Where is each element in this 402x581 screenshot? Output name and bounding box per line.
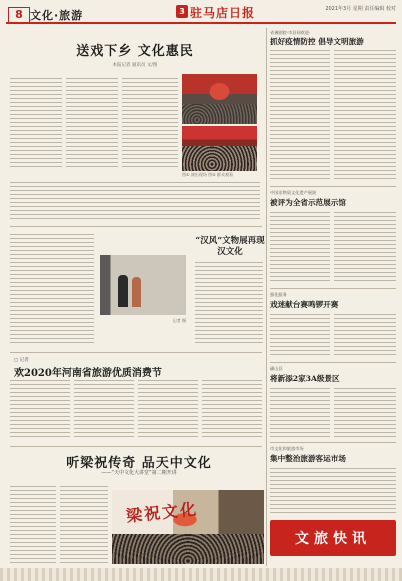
logo-badge: 3 xyxy=(176,5,188,18)
event-kicker: □ 记者 xyxy=(14,358,29,363)
stage-performance-photo xyxy=(182,74,257,124)
divider xyxy=(270,288,396,289)
header-rule xyxy=(6,22,396,24)
main-article-byline: 本报记者 通讯员 文/图 xyxy=(112,63,158,68)
event-text-col-2 xyxy=(74,380,134,440)
divider xyxy=(270,442,396,443)
exhibit-title: “汉风”文物展再现汉文化 xyxy=(195,236,265,257)
rc-kicker-2: 中国非物质文化遗产展演 xyxy=(270,190,317,195)
culture-news-banner-label: 文旅快讯 xyxy=(295,531,371,547)
newspaper-logo: 驻马店日报 xyxy=(190,6,256,20)
opera-lecture-photo xyxy=(112,490,264,564)
rc-kicker-3: 强化服务 xyxy=(270,292,287,297)
opera-text-col-1 xyxy=(10,486,56,564)
divider xyxy=(10,352,262,353)
page-number: 8 xyxy=(8,7,30,23)
main-article-text-col-2 xyxy=(66,78,118,168)
event-text-col-4 xyxy=(202,380,262,440)
section-name: 文化·旅游 xyxy=(30,9,84,22)
divider xyxy=(10,226,262,227)
event-text-col-3 xyxy=(138,380,198,440)
exhibit-photo xyxy=(100,255,186,315)
main-article-text-col-3 xyxy=(122,78,178,168)
divider xyxy=(270,186,396,187)
culture-news-banner xyxy=(270,520,396,556)
rc-text-1a xyxy=(270,50,330,182)
main-article-title: 送戏下乡 文化惠民 xyxy=(76,44,194,59)
main-photo-caption: 图① 演出现场 图② 群众观看 xyxy=(182,172,233,177)
opera-subtitle: ——“天中文化大讲堂”第二期开讲 xyxy=(101,470,177,476)
divider xyxy=(10,446,262,447)
exhibit-caption: 记者 摄 xyxy=(172,318,186,323)
exhibit-text-left xyxy=(10,234,94,346)
main-article-text-col-1 xyxy=(10,78,62,168)
column-divider xyxy=(266,28,267,566)
rc-kicker-5: 市文化和旅游市场 xyxy=(270,446,304,451)
page-header xyxy=(0,0,402,26)
rc-kicker-4: 确山县 xyxy=(270,366,283,371)
footer-band xyxy=(0,568,402,581)
rc-title-1: 抓好疫情防控 倡导文明旅游 xyxy=(270,37,364,46)
header-meta: 2021年3月 星期 责任编辑 校对 xyxy=(325,6,396,12)
rc-text-5 xyxy=(270,468,396,514)
rc-kicker-1: 省豫剧院·市县同欢迎· xyxy=(270,30,311,35)
exhibit-text-right xyxy=(195,262,263,346)
rc-title-2: 被评为全省示范展示馆 xyxy=(270,198,346,207)
rc-title-5: 集中整治旅游客运市场 xyxy=(270,454,346,463)
rc-text-3a xyxy=(270,314,330,358)
rc-text-4b xyxy=(334,388,396,438)
main-article-text-bottom xyxy=(10,182,260,220)
rc-text-3b xyxy=(334,314,396,358)
rc-title-3: 戏迷献台赛鸣锣开赛 xyxy=(270,300,339,309)
event-text-col-1 xyxy=(10,380,70,440)
audience-heads xyxy=(112,534,264,564)
rc-text-4a xyxy=(270,388,330,438)
rc-text-1b xyxy=(334,50,396,182)
opera-text-col-2 xyxy=(60,486,108,564)
rc-text-2a xyxy=(270,212,330,284)
opera-title: 听梁祝传奇 品天中文化 xyxy=(66,456,212,471)
rc-title-4: 将新添2家3A级景区 xyxy=(270,374,340,383)
rc-text-2b xyxy=(334,212,396,284)
audience-photo xyxy=(182,126,257,171)
divider xyxy=(270,362,396,363)
calligraphy-banner: 梁祝文化 xyxy=(125,499,199,526)
event-title: 欢2020年河南省旅游优质消费节 xyxy=(14,368,162,379)
